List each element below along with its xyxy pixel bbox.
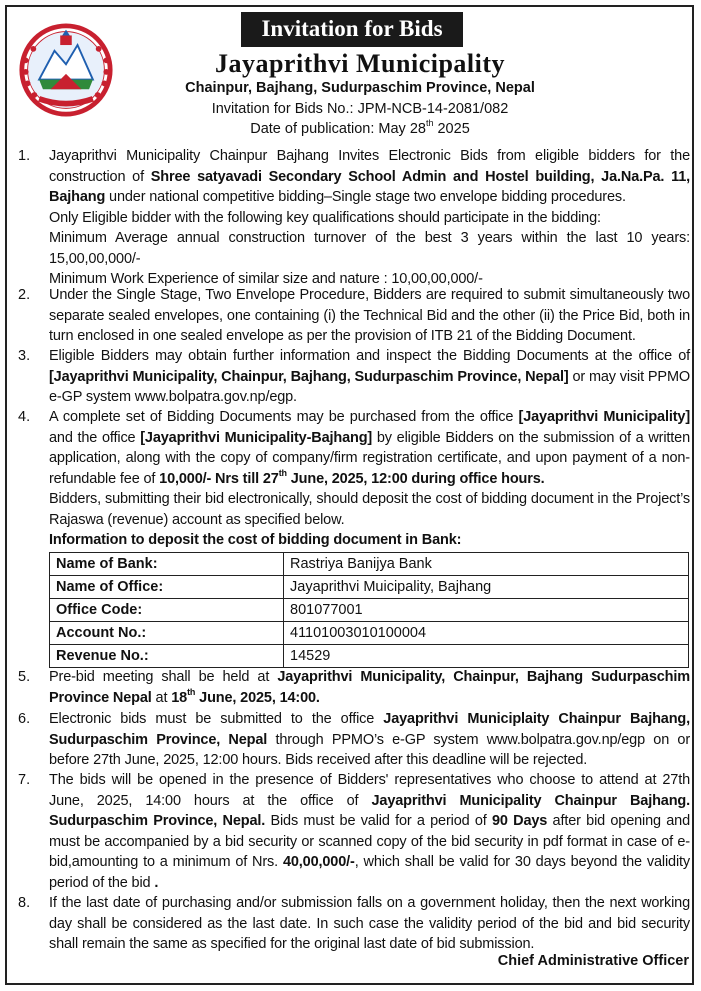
item-number: 5.: [18, 669, 31, 685]
nepal-government-emblem: [18, 22, 114, 118]
table-row: [50, 553, 689, 576]
municipality-name: Jayaprithvi Municipality: [214, 49, 506, 78]
item-7: The bids will be opened in the presence of Bidders' representatives who choose to attend at 27th June, 2025, 14:00 hours at the office of Jayaprithvi Municipality Chainpur Bajhang. Sudurpaschim Province, Nepal. Bids must be valid for a period of 90 Days after bid opening and must be accompanied by a bid security or scanned copy of the bid security in pdf format in case of e-bid,amounting to a minimum of Nrs. 40,00,000/-, which shall be valid for 30 days beyond the validity period of the bid .: [49, 772, 691, 891]
table-row: [50, 645, 689, 668]
bank-info-table: [49, 552, 689, 668]
table-key: Name of Office:: [50, 576, 284, 599]
item-2: Under the Single Stage, Two Envelope Procedure, Bidders are required to submit simultaneously two separate sealed envelopes, one containing (i) the Technical Bid and the other (ii) the Price Bid, both in turn enclosed in one sealed envelope as per the provision of ITB 21 of the Bidding Document.: [49, 287, 690, 344]
banner-title: Invitation for Bids: [241, 12, 463, 47]
publication-date: Date of publication: May 28th 2025: [250, 118, 470, 137]
table-row: [50, 622, 689, 645]
table-key: Office Code:: [50, 599, 284, 622]
table-value: 41101003010100004: [284, 622, 689, 645]
table-key: Revenue No.:: [50, 645, 284, 668]
table-value: 801077001: [284, 599, 689, 622]
signature-title: Chief Administrative Officer: [497, 953, 689, 969]
item-5: Pre-bid meeting shall be held at Jayaprithvi Municipality, Chainpur, Bajhang Sudurpaschim Province Nepal at 18th June, 2025, 14:00.: [49, 669, 690, 706]
item-number: 1.: [18, 148, 31, 164]
table-value: Rastriya Banijya Bank: [284, 553, 689, 576]
item-6: Electronic bids must be submitted to the office Jayaprithvi Municiplaity Chainpur Bajhang, Sudurpaschim Province, Nepal through PPMO’s e-GP system www.bolpatra.gov.np/egp on or before 27th June, 2025, 12:00 hours. Bids received after this deadline will be rejected.: [49, 711, 691, 768]
table-row: [50, 576, 689, 599]
item-1: Jayaprithvi Municipality Chainpur Bajhang Invites Electronic Bids from eligible bidders for the construction of Shree satyavadi Secondary School Admin and Hostel building, Ja.Na.Pa. 11, Bajhang under national competitive bidding–Single stage two envelope bidding procedures. Only Eligible bidder with the following key qualifications should participate in the bidding: Minimum Average annual construction turnover of the best 3 years within the last 10 years: 15,00,00,000/- Minimum Work Experience of similar size and nature : 10,00,00,000/-: [49, 148, 690, 287]
table-key: Account No.:: [50, 622, 284, 645]
table-key: Name of Bank:: [50, 553, 284, 576]
ifb-number: Invitation for Bids No.: JPM-NCB-14-2081/082: [211, 101, 509, 117]
item-number: 8.: [18, 895, 31, 911]
table-value: Jayaprithvi Muicipality, Bajhang: [284, 576, 689, 599]
item-number: 7.: [18, 772, 31, 788]
item-number: 2.: [18, 287, 31, 303]
item-8: If the last date of purchasing and/or submission falls on a government holiday, then the next working day shall be considered as the last date. In such case the validity period of the bid and bid security shall remain the same as specified for the original last date of bid submission.: [49, 895, 690, 952]
table-value: 14529: [284, 645, 689, 668]
municipality-address: Chainpur, Bajhang, Sudurpaschim Province, Nepal: [185, 80, 535, 96]
item-number: 4.: [18, 409, 31, 425]
item-number: 6.: [18, 711, 31, 727]
item-4: A complete set of Bidding Documents may be purchased from the office [Jayaprithvi Municipality] and the office [Jayaprithvi Municipality-Bajhang] by eligible Bidders on the submission of a written application, along with the copy of company/firm registration certificate, and upon payment of a non-refundable fee of 10,000/- Nrs till 27th June, 2025, 12:00 during office hours. Bidders, submitting their bid electronically, should deposit the cost of bidding document in the Project’s Rajaswa (revenue) account as specified below. Information to deposit the cost of bidding document in Bank:: [49, 409, 690, 548]
item-3: Eligible Bidders may obtain further information and inspect the Bidding Documents at the office of [Jayaprithvi Municipality, Chainpur, Bajhang, Sudurpaschim Province, Nepal] or may visit PPMO e-GP system www.bolpatra.gov.np/egp.: [49, 348, 691, 405]
item-number: 3.: [18, 348, 31, 364]
table-row: [50, 599, 689, 622]
